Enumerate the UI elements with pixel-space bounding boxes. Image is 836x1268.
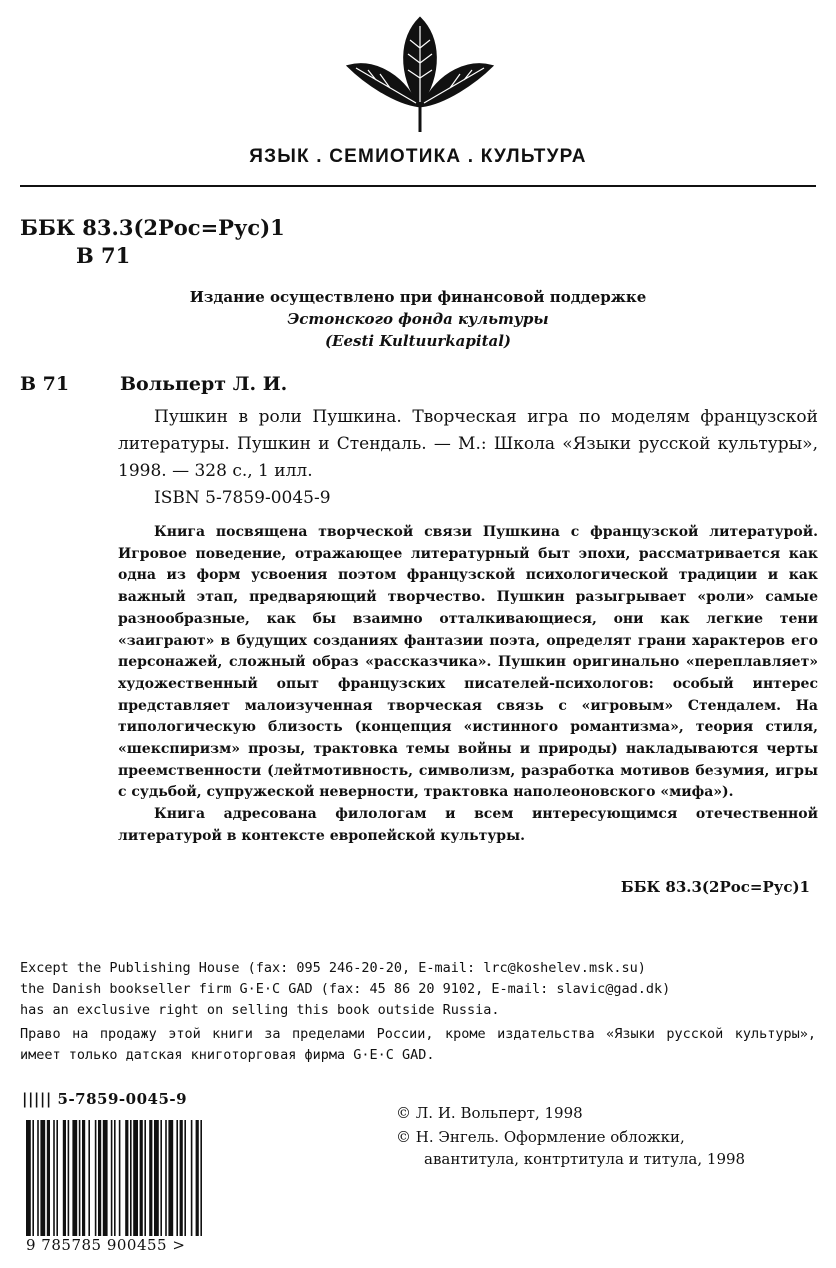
bbk-code-top: ББК 83.3(2Рос=Рус)1 [20, 215, 285, 240]
barcode-isbn: 5-7859-0045-9 [57, 1090, 188, 1108]
barcode-bar [154, 1120, 159, 1236]
barcode-bar [63, 1120, 66, 1236]
barcode-prefix-bars: ||||| [22, 1090, 58, 1108]
barcode-bar [56, 1120, 58, 1236]
barcode-bar [114, 1120, 116, 1236]
barcode-bar [111, 1120, 113, 1236]
series-title: ЯЗЫК . СЕМИОТИКА . КУЛЬТУРА [249, 146, 587, 167]
bibliographic-description: Пушкин в роли Пушкина. Творческая игра по моделям французской литературы. Пушкин и Стендаль. — М.: Школа «Языки русской культуры», 1998. — 328 с., 1 илл. [118, 407, 818, 481]
annotation-paragraph-1: Книга посвящена творческой связи Пушкина с французской литературой. Игровое поведение, отражающее литературный быт эпохи, рассматривается как одна из форм усвоения поэтом французской психологической традиции и как важный этап, предваряющий творчество. Пушкин разыгрывает «роли» самые разнообразные, как бы взаимно отталкивающиеся, они как легкие тени «заиграют» в будущих созданиях фантазии поэта, определят грани характеров его персонажей, сложный образ «рассказчика». Пушкин оригинально «переплавляет» художественный опыт французских писателей-психологов: особый интерес представляет малоизученная творческая связь с «игровым» Стендалем. На типологическую близость (концепция «истинного романтизма», теория стиля, «шекспиризм» прозы, трактовка темы войны и природы) накладываются черты преемственности (лейтмотивность, символизм, разработка мотивов безумия, игры с судьбой, супружеской неверности, трактовка наполеоновского «мифа»). [118, 524, 818, 801]
barcode-bar [95, 1120, 97, 1236]
annotation [118, 522, 818, 848]
copyright-design-cont: авантитула, контртитула и титула, 1998 [424, 1150, 746, 1168]
barcode-bar [176, 1120, 178, 1236]
barcode-bar [140, 1120, 143, 1236]
barcode-bar [160, 1120, 162, 1236]
barcode-isbn-text [22, 1090, 187, 1108]
catalog-code: В 71 [20, 373, 70, 395]
author-name: Вольперт Л. И. [120, 373, 288, 395]
leaf-logo-icon [340, 8, 500, 138]
barcode-bar [144, 1120, 146, 1236]
barcode-bar [191, 1120, 193, 1236]
barcode-bar [200, 1120, 202, 1236]
annotation-paragraph-2: Книга адресована филологам и всем интересующимся отечественной литературой в контексте европейской культуры. [118, 806, 818, 844]
barcode-bar [40, 1120, 45, 1236]
barcode-bar [165, 1120, 167, 1236]
bbk-code-bottom: ББК 83.3(2Рос=Рус)1 [620, 878, 810, 896]
barcode-bar [79, 1120, 81, 1236]
barcode-bar [168, 1120, 173, 1236]
support-line-2: Эстонского фонда культуры [287, 310, 549, 328]
rights-english-line-3: has an exclusive right on selling this book outside Russia. [20, 1002, 500, 1018]
barcode-bar [119, 1120, 121, 1236]
barcode-bar [184, 1120, 186, 1236]
barcode-bar [37, 1120, 39, 1236]
barcode-bar [32, 1120, 34, 1236]
rights-english [20, 958, 816, 1021]
support-line-1: Издание осуществлено при финансовой поддержке [189, 288, 647, 306]
rights-russian: Право на продажу этой книги за пределами России, кроме издательства «Языки русской культуры», имеет только датская книготорговая фирма G·E·C GAD. [20, 1026, 816, 1063]
isbn: ISBN 5-7859-0045-9 [154, 488, 331, 508]
barcode-bar [125, 1120, 128, 1236]
barcode-bar [149, 1120, 152, 1236]
divider-rule [20, 185, 816, 187]
copyright-author: © Л. И. Вольперт, 1998 [396, 1104, 583, 1122]
barcode-bar [47, 1120, 50, 1236]
barcode-bar [82, 1120, 85, 1236]
barcode-bar [53, 1120, 55, 1236]
rights-english-line-1: Except the Publishing House (fax: 095 246-20-20, E-mail: lrc@koshelev.msk.su) [20, 960, 646, 976]
rights-english-line-2: the Danish bookseller firm G·E·C GAD (fax: 45 86 20 9102, E-mail: slavic@gad.dk) [20, 981, 671, 997]
barcode-bar [98, 1120, 101, 1236]
copyright-design: © Н. Энгель. Оформление обложки, [396, 1128, 685, 1146]
barcode-bar [133, 1120, 138, 1236]
author-mark-top: В 71 [76, 243, 131, 268]
barcode-bar [180, 1120, 183, 1236]
barcode-bar [26, 1120, 31, 1236]
barcode-bar [130, 1120, 132, 1236]
barcode-bar [68, 1120, 70, 1236]
barcode-digits: 9 785785 900455 > [26, 1236, 186, 1254]
barcode-bar [72, 1120, 77, 1236]
barcode-bar [103, 1120, 108, 1236]
support-line-3: (Eesti Kultuurkapital) [324, 332, 512, 350]
barcode-bar [196, 1120, 199, 1236]
barcode-bar [88, 1120, 90, 1236]
